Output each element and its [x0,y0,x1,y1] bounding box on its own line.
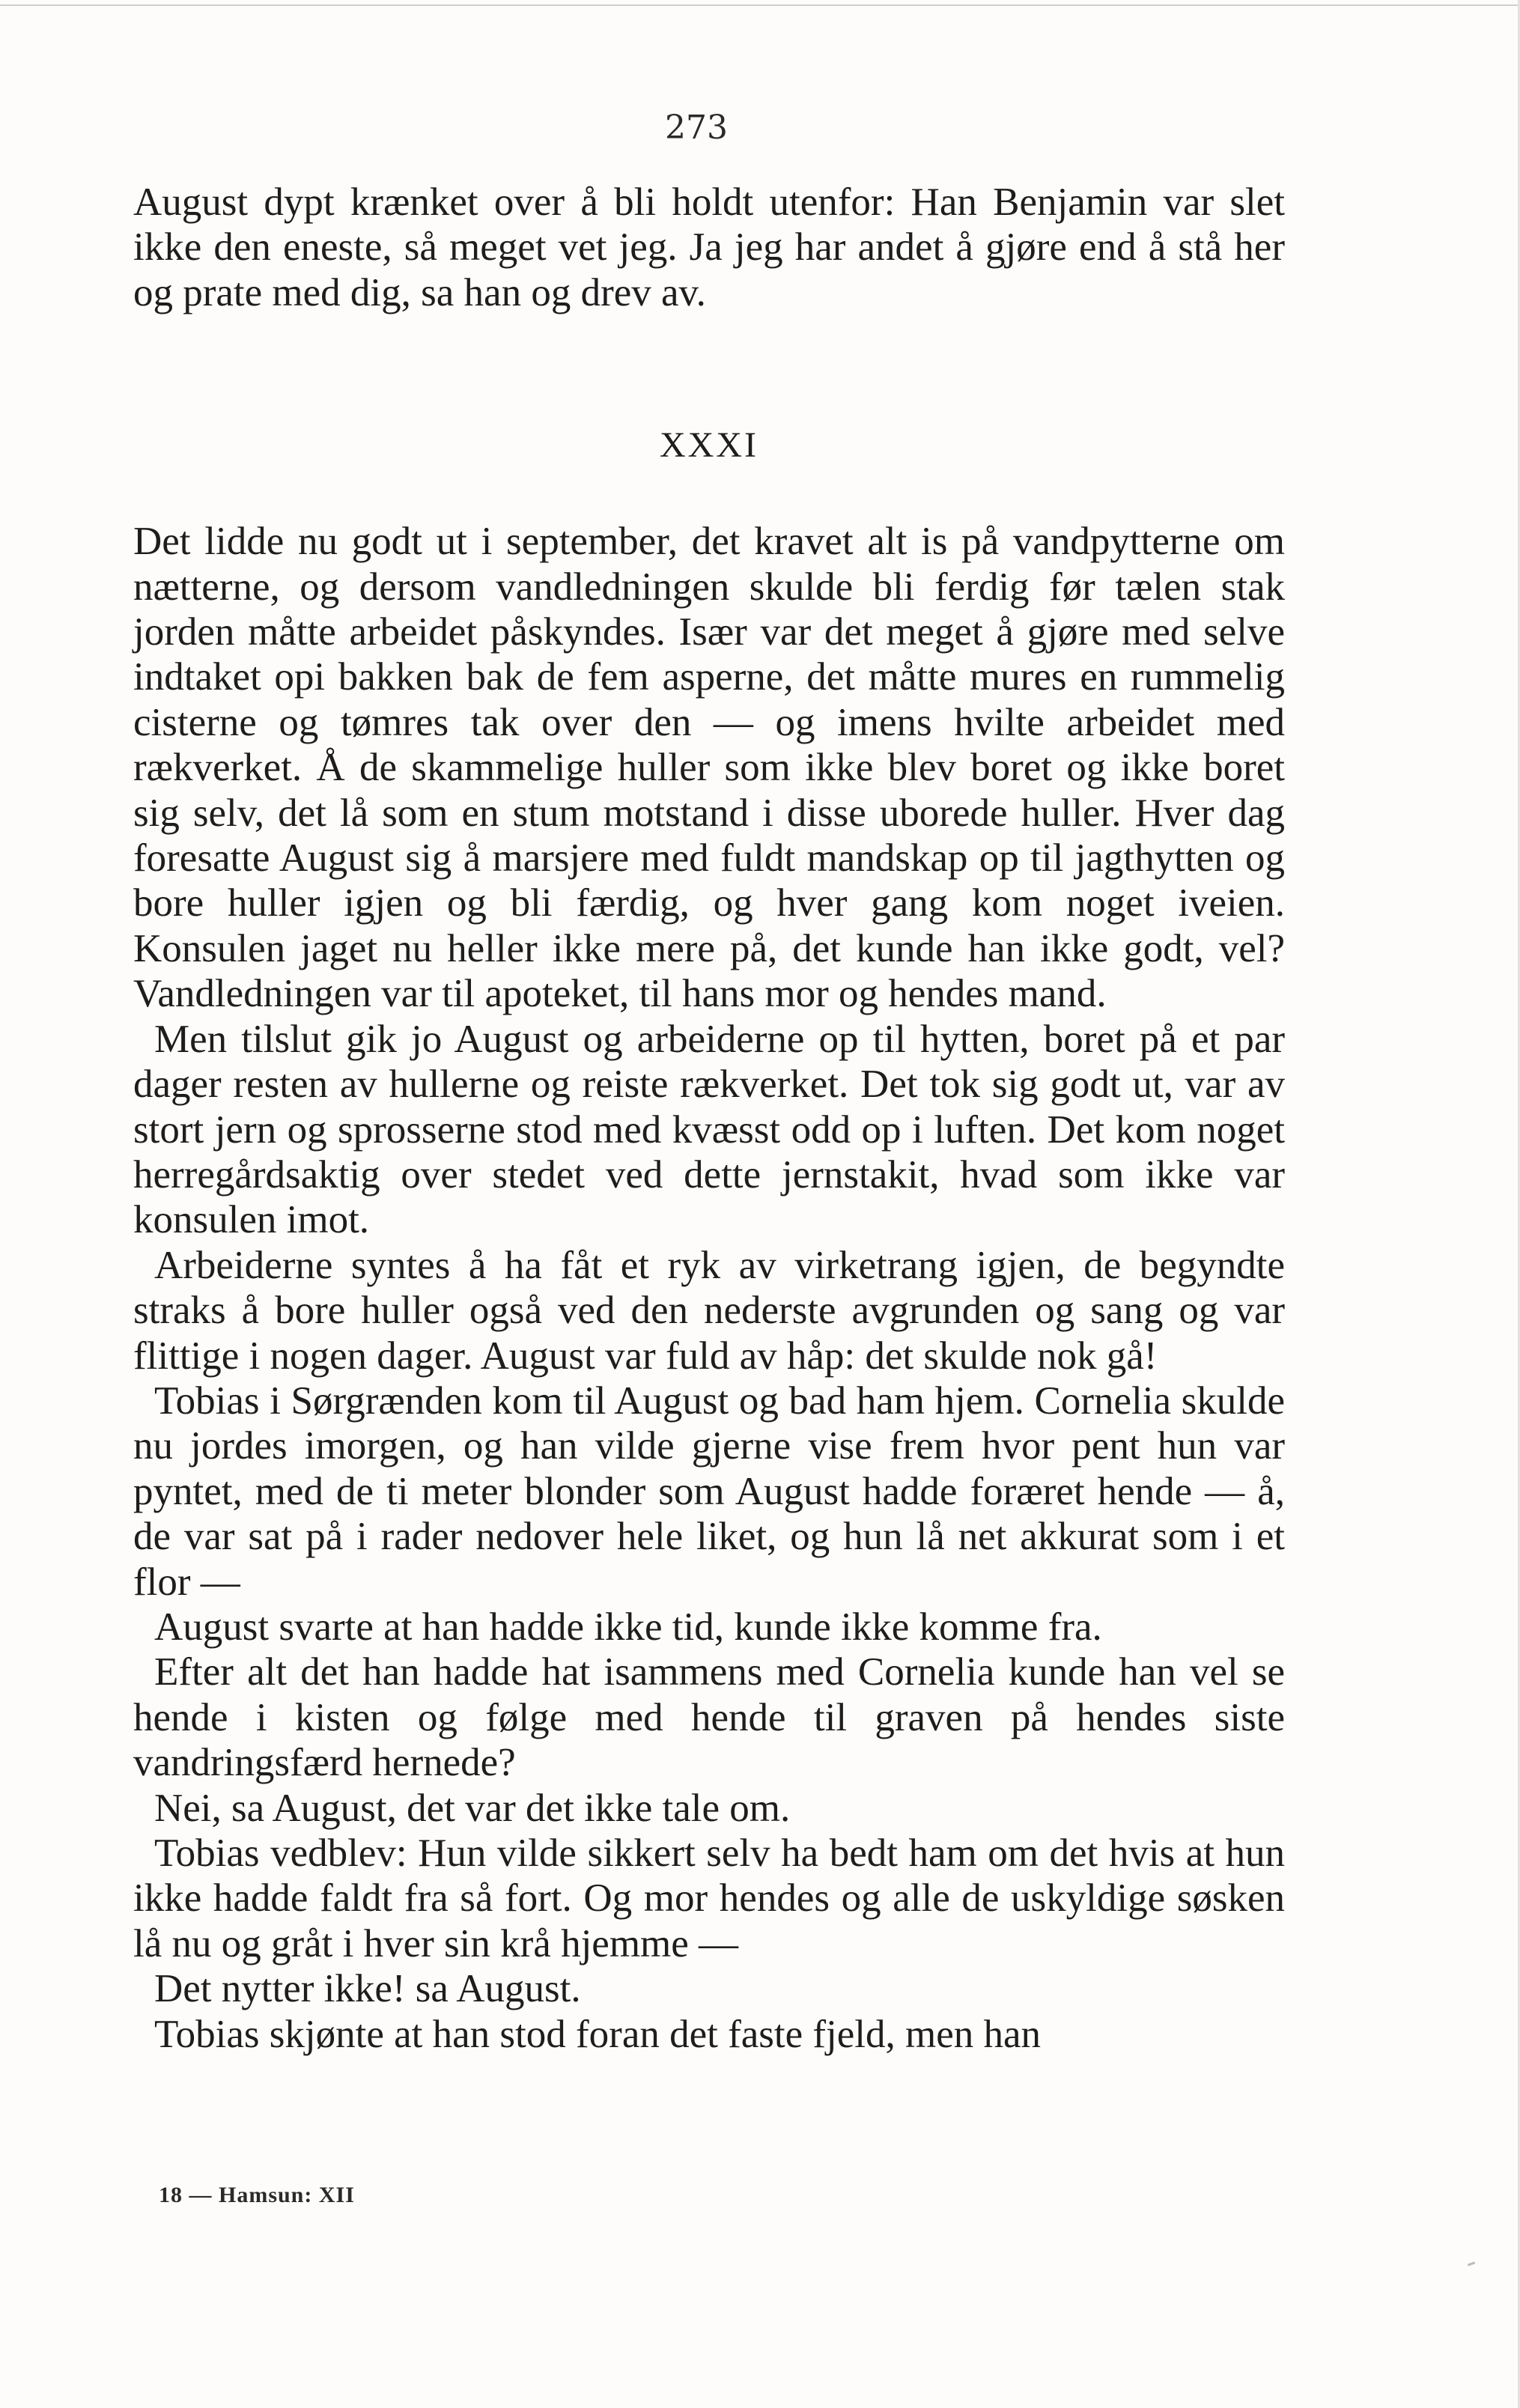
paragraph: Det nytter ikke! sa August. [154,1967,581,2011]
printer-signature: 18 — Hamsun: XII [159,2183,355,2207]
scan-edge-top [0,4,1520,6]
page-number: 273 [665,109,728,147]
paragraph: Tobias i Sørgrænden kom til August og bad ham hjem. Cornelia skulde nu jordes imorgen, og han vilde gjerne vise frem hvor pent hun var pyntet, med de ti meter blonder som August hadde foræret hende — å, de var sat på i rader nedover hele liket, og hun lå net akkurat som i et flor — [133,1378,1285,1604]
paragraph: Arbeiderne syntes å ha fåt et ryk av virketrang igjen, de begyndte straks å bore huller også ved den nederste avgrunden og sang og var flittige i nogen dager. August var fuld av håp: det skulde nok gå! [133,1243,1285,1378]
paragraph: Det lidde nu godt ut i september, det kravet alt is på vandpytterne om nætterne, og dersom vandledningen skulde bli ferdig før tælen stak jorden måtte arbeidet påskyndes. Især var det meget å gjøre med selve indtaket opi bakken bak de fem asperne, det måtte mures en rummelig cisterne og tømres tak over den — og imens hvilte arbeidet med rækverket. Å de skammelige huller som ikke blev boret og ikke boret sig selv, det lå som en stum motstand i disse uborede huller. Hver dag foresatte August sig å marsjere med fuldt mandskap op til jagthytten og bore huller igjen og bli færdig, og hver gang kom noget iveien. Konsulen jaget nu heller ikke mere på, det kunde han ikke godt, vel? Vandledningen var til apoteket, til hans mor og hendes mand. [133,520,1285,1016]
body-text [133,180,1285,2057]
chapter-heading: XXXI [660,425,759,466]
paragraph: Tobias vedblev: Hun vilde sikkert selv ha bedt ham om det hvis at hun ikke hadde faldt fra så fort. Og mor hendes og alle de uskyldige søsken lå nu og gråt i hver sin krå hjemme — [133,1831,1285,1965]
paragraph: Men tilslut gik jo August og arbeiderne op til hytten, boret på et par dager resten av hullerne og reiste rækverket. Det tok sig godt ut, var av stort jern og sprosserne stod med kvæsst odd op i luften. Det kom noget herregårdsaktig over stedet ved dette jernstakit, hvad som ikke var konsulen imot. [133,1017,1285,1242]
paragraph: Efter alt det han hadde hat isammens med Cornelia kunde han vel se hende i kisten og følge med hende til graven på hendes siste vandringsfærd hernede? [133,1650,1285,1785]
paragraph: Nei, sa August, det var det ikke tale om. [154,1786,791,1830]
paragraph: Tobias skjønte at han stod foran det faste fjeld, men han [154,2012,1042,2056]
paragraph-continued: August dypt krænket over å bli holdt utenfor: Han Benjamin var slet ikke den eneste, så meget vet jeg. Ja jeg har andet å gjøre end å stå her og prate med dig, sa han og drev av. [133,180,1285,314]
scan-speck [1468,2261,1475,2266]
paragraph: August svarte at han hadde ikke tid, kunde ikke komme fra. [154,1605,1102,1649]
